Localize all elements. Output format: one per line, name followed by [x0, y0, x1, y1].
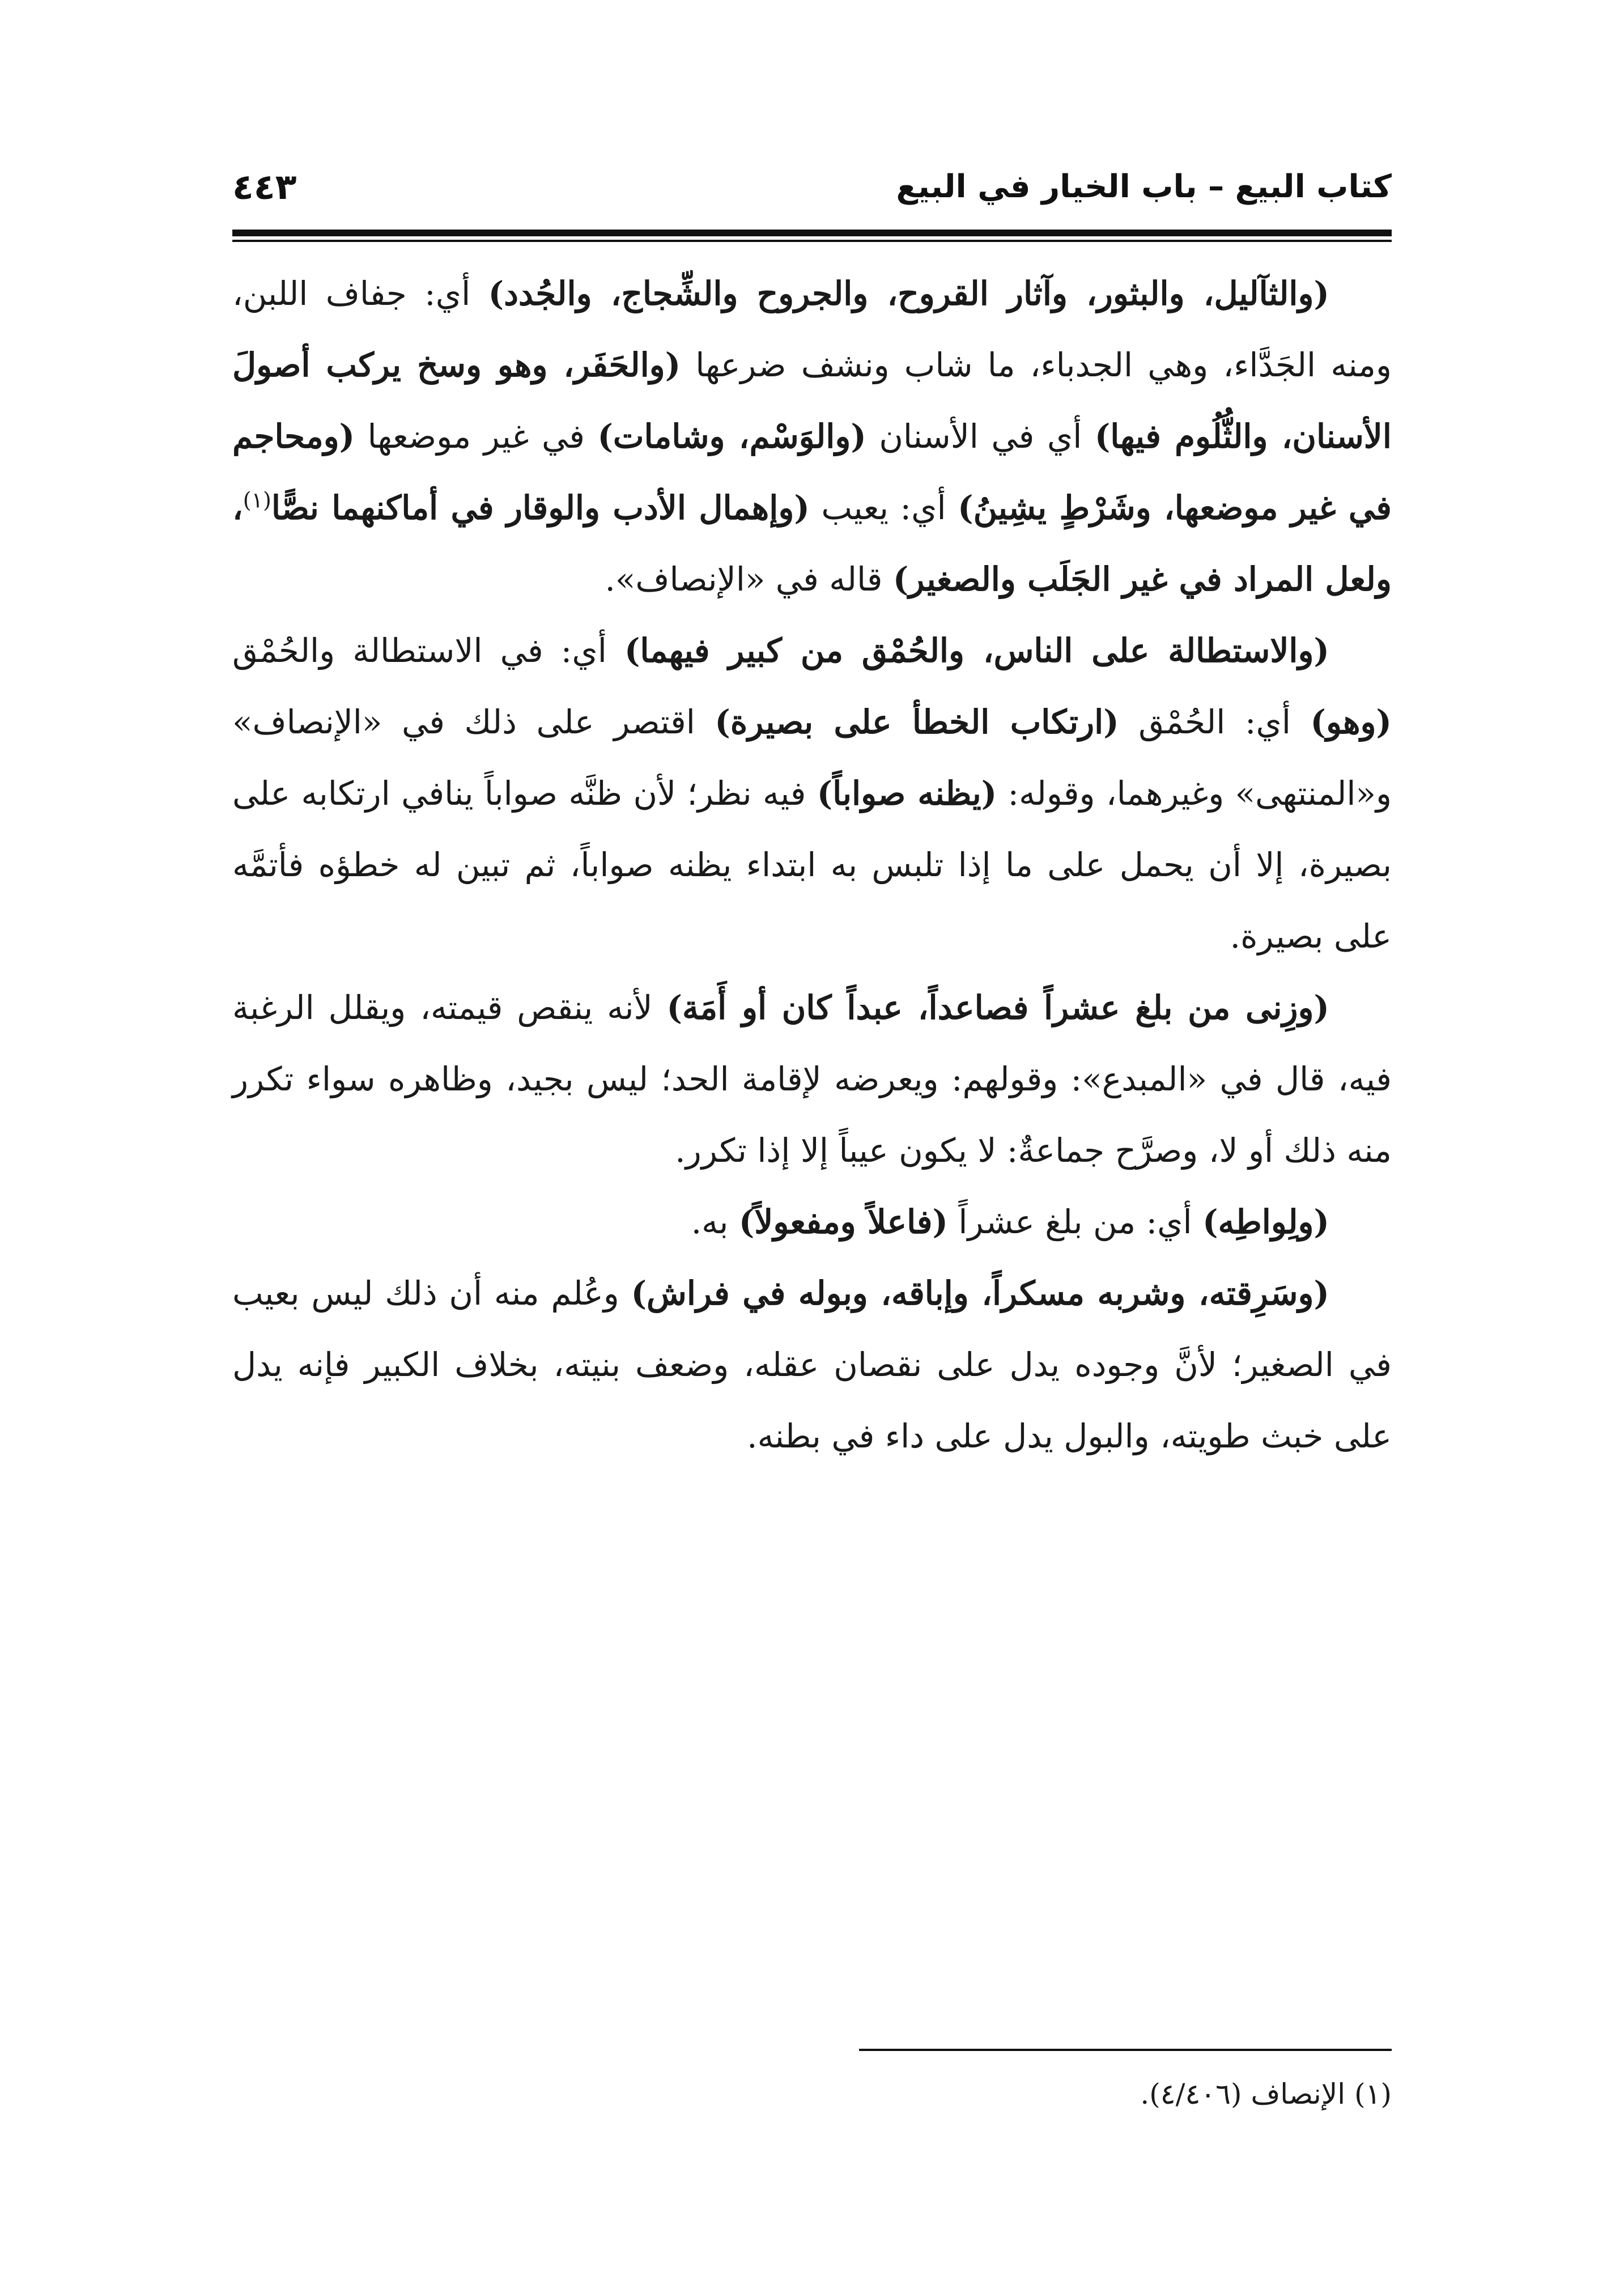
matn-text: (فاعلاً ومفعولاً): [738, 1203, 948, 1241]
paragraph: [232, 258, 1392, 615]
matn-text: (يظنه صواباً): [817, 774, 997, 813]
footnote: [232, 2071, 1392, 2117]
matn-text: (والوَسْم، وشامات): [597, 417, 866, 456]
footnote-reference: (١): [243, 487, 271, 513]
footnote-marker: (١): [1354, 2078, 1392, 2111]
sharh-text: اقتصر على ذلك في «الإنصاف» و«المنتهى» وغيرهما، وقوله:: [232, 703, 1392, 813]
sharh-text: فيه نظر؛ لأن ظنَّه صواباً ينافي ارتكابه على بصيرة، إلا أن يحمل على ما إذا تلبس به ابتداء يظنه صواباً، ثم تبين له خطؤه فأتمَّه على بصيرة.: [232, 774, 1392, 956]
matn-text: (وهو): [1310, 703, 1392, 741]
sharh-text: به.: [691, 1203, 739, 1241]
matn-text: (ولِواطِه): [1202, 1203, 1329, 1241]
matn-text: (وإهمال الأدب والوقار في أماكنهما نصًّا: [271, 489, 810, 527]
sharh-text: وعُلم منه أن ذلك ليس بعيب في الصغير؛ لأنَّ وجوده يدل على نقصان عقله، وضعف بنيته، بخلاف الكبير فإنه يدل على خبث طويته، والبول يدل على داء في بطنه.: [232, 1274, 1392, 1455]
sharh-text: أي: جفاف اللبن، ومنه الجَدَّاء، وهي الجدباء، ما شاب ونشف ضرعها: [232, 274, 1392, 384]
matn-text: (والحَفَر، وهو وسخ يركب أصولَ الأسنان، والثُّلُوم فيها): [232, 346, 1392, 456]
sharh-text: أي: من بلغ عشراً: [947, 1203, 1203, 1241]
paragraph: [232, 1186, 1392, 1258]
sharh-text: لأنه ينقص قيمته، ويقلل الرغبة فيه، قال في «المبدع»: وقولهم: ويعرضه لإقامة الحد؛ ليس بجيد، وظاهره سواء تكرر منه ذلك أو لا، وصرَّح جماعةٌ: لا يكون عيباً إلا إذا تكرر.: [232, 988, 1392, 1170]
matn-text: (والاستطالة على الناس، والحُمْق من كبير فيهما): [624, 631, 1329, 670]
sharh-text: أي: يعيب: [809, 489, 958, 527]
matn-text: (وسَرِقته، وشربه مسكراً، وإباقه، وبوله في فراش): [631, 1274, 1329, 1313]
matn-text: (والثآليل، والبثور، وآثار القروح، والجروح والشِّجاج، والجُدد): [488, 274, 1329, 313]
sharh-text: أي في الأسنان: [866, 417, 1095, 456]
sharh-text: قاله في «الإنصاف».: [605, 560, 893, 598]
running-header: [232, 153, 1392, 215]
sharh-text: أي: في الاستطالة والحُمْق: [232, 631, 624, 670]
main-text: [232, 258, 1392, 1472]
matn-text: (ومحاجم في غير موضعها، وشَرْطٍ يشِينُ): [232, 417, 1392, 527]
page-number: ٤٤٣: [232, 166, 297, 207]
sharh-text: في غير موضعها: [355, 417, 598, 456]
paragraph: [232, 1258, 1392, 1472]
paragraph: [232, 615, 1392, 972]
matn-text: (وزِنى من بلغ عشراً فصاعداً، عبداً كان أو أَمَة): [666, 988, 1329, 1027]
footnote-separator: [859, 2049, 1392, 2051]
sharh-text: أي: الحُمْق: [1119, 703, 1311, 741]
matn-text: (ارتكاب الخطأ على بصيرة): [715, 703, 1119, 741]
matn-text: ، ولعل المراد في غير الجَلَب والصغير): [232, 489, 1392, 598]
footnote-text: الإنصاف (٤/٤٠٦).: [1140, 2078, 1346, 2111]
header-rule: [232, 230, 1392, 242]
header-title: كتاب البيع – باب الخيار في البيع: [896, 168, 1392, 205]
paragraph: [232, 972, 1392, 1186]
